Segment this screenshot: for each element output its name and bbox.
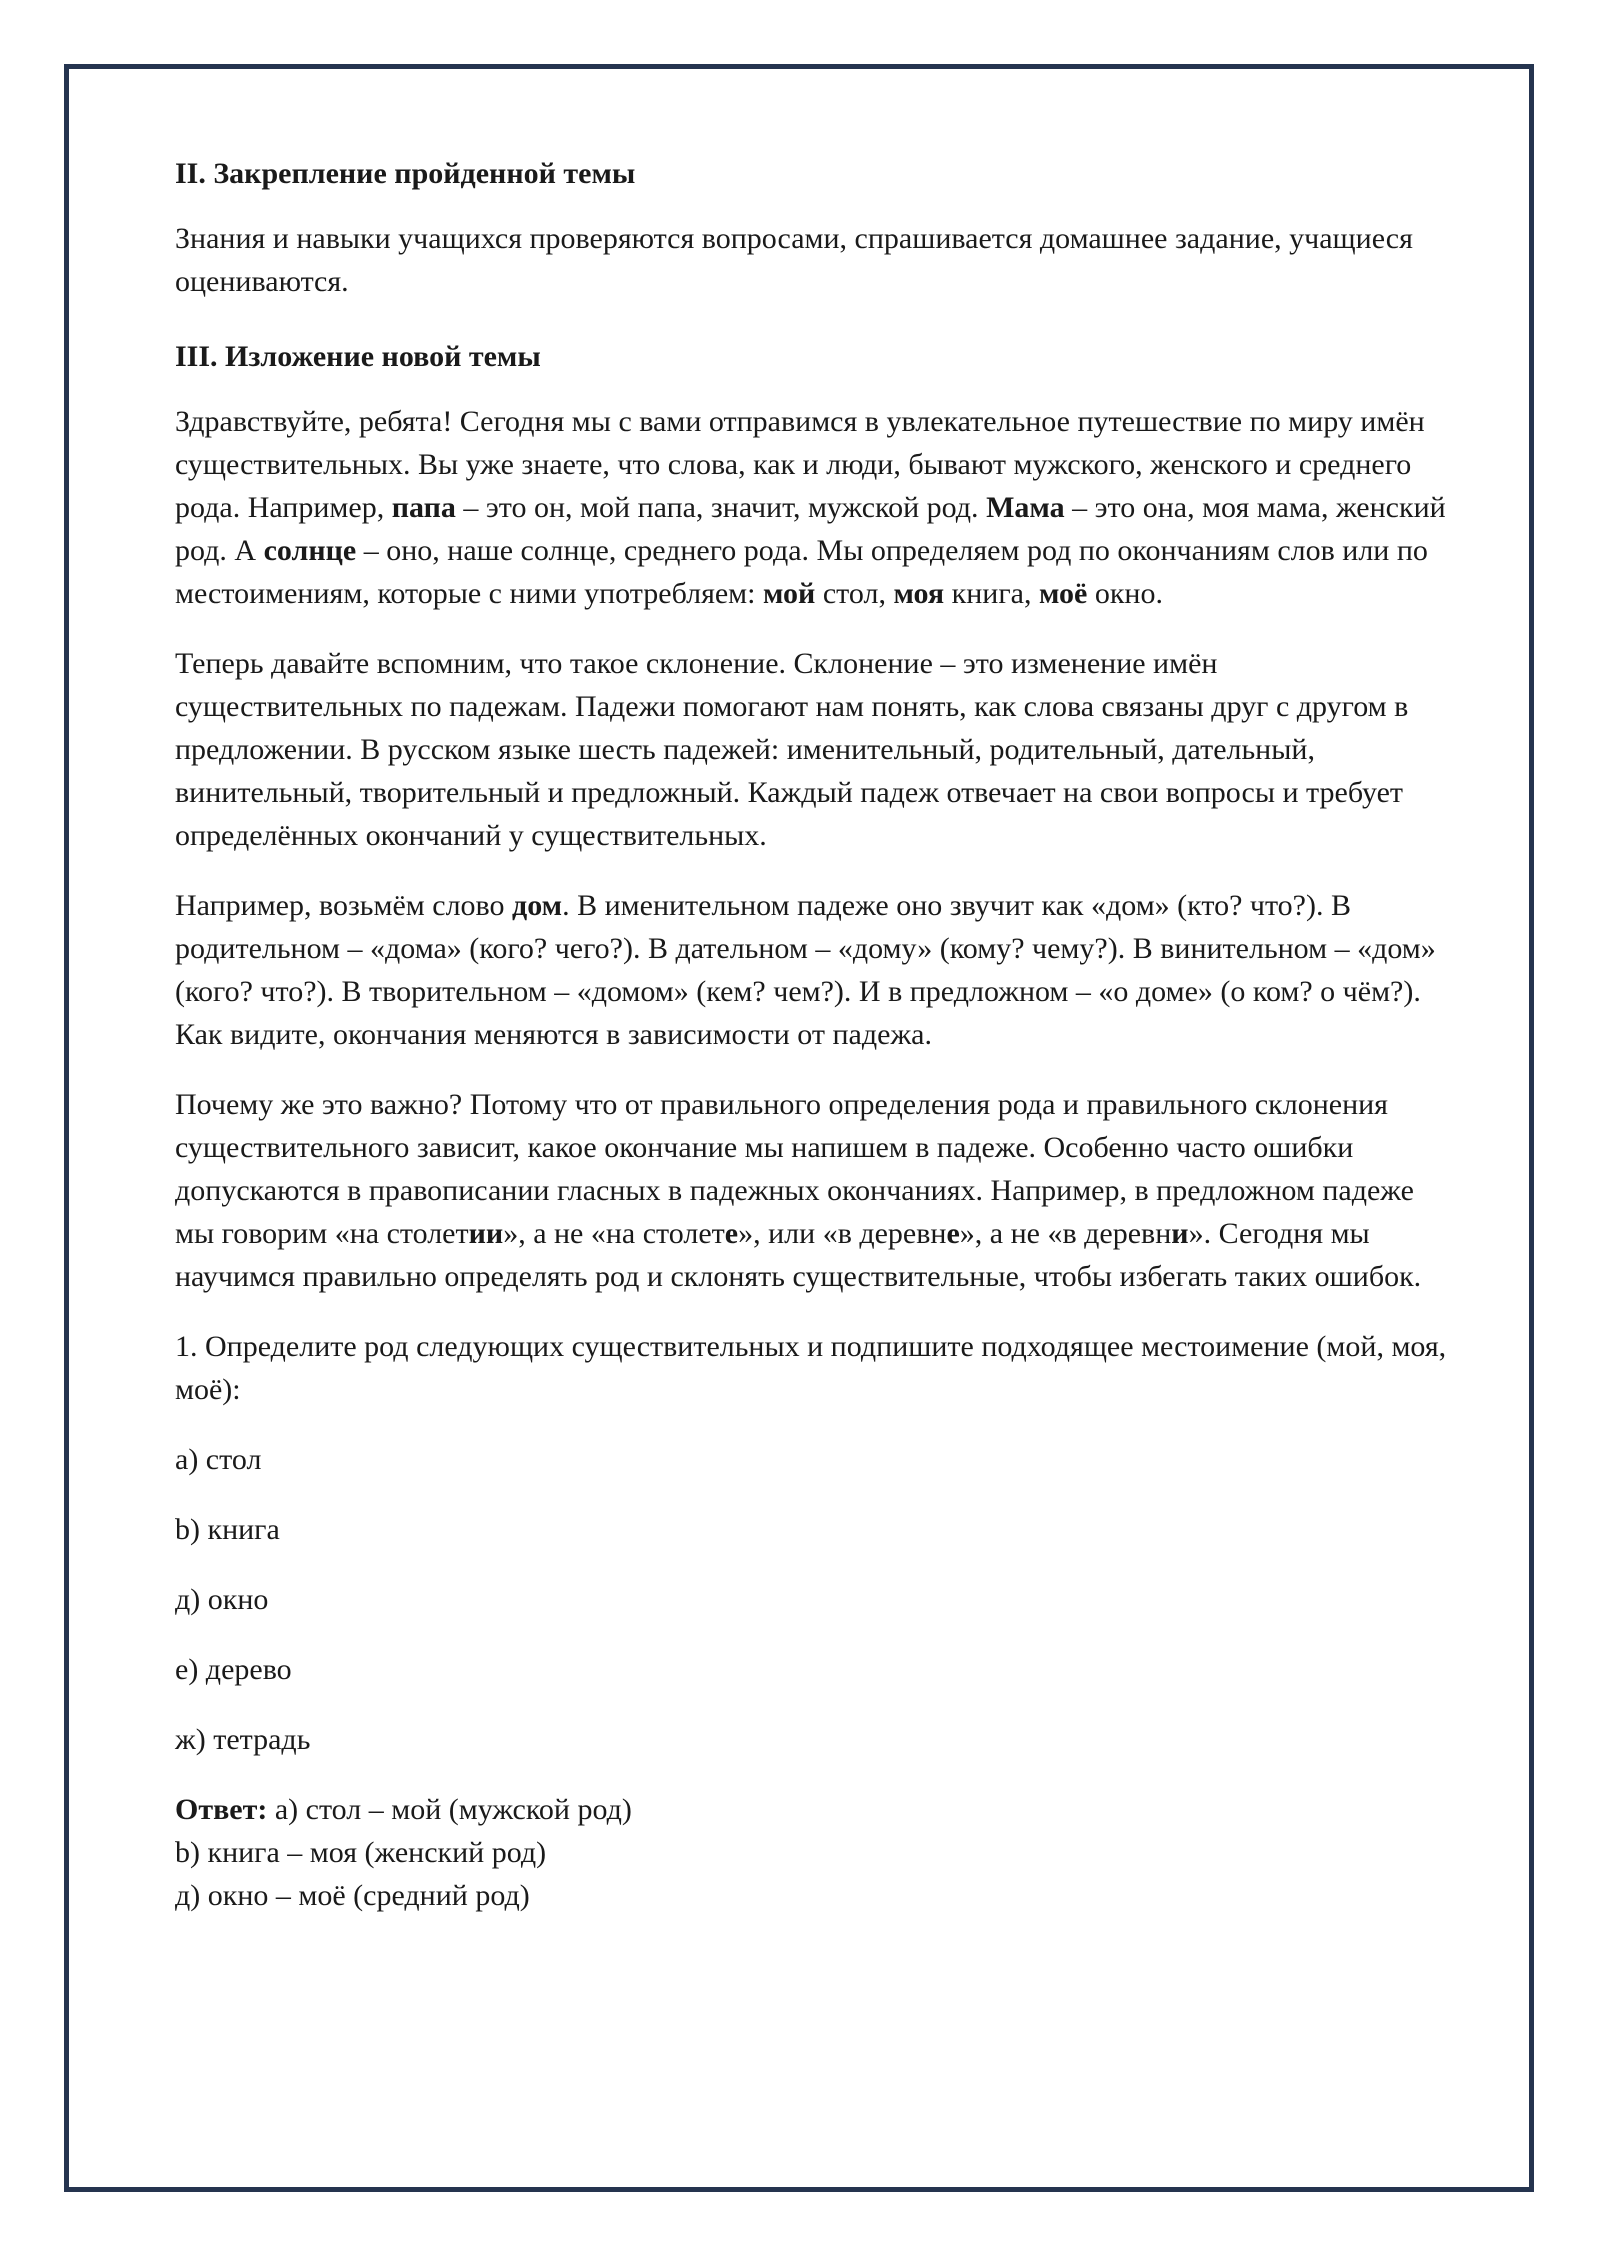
document-content [175, 152, 1450, 1917]
bold-word: солнце [263, 534, 357, 567]
task-item: a) стол [175, 1443, 262, 1476]
importance-paragraph: Почему же это важно? Потому что от правильного определения рода и правильного склонения существительного зависит, какое окончание мы напишем в падеже. Особенно часто ошибки допускаются в правописании гласных в падежных окончаниях. Например, в предложном падеже мы говорим «на столетии», а не «на столете», или «в деревне», а не «в деревни». Сегодня мы научимся правильно определять род и склонять существительные, чтобы избегать таких ошибок. [175, 1088, 1422, 1293]
bold-word: дом [512, 889, 563, 922]
bold-word: моя [893, 577, 945, 610]
bold-word: мой [763, 577, 816, 610]
answer-line: д) окно – моё (средний род) [175, 1879, 530, 1912]
intro-paragraph: Здравствуйте, ребята! Сегодня мы с вами отправимся в увлекательное путешествие по миру имён существительных. Вы уже знаете, что слова, как и люди, бывают мужского, женского и среднего рода. Например, папа – это он, мой папа, значит, мужской род. Мама – это она, моя мама, женский род. А солнце – оно, наше солнце, среднего рода. Мы определяем род по окончаниям слов или по местоимениям, которые с ними употребляем: мой стол, моя книга, моё окно. [175, 405, 1446, 610]
task-item: b) книга [175, 1513, 280, 1546]
section-3-heading: III. Изложение новой темы [175, 340, 541, 373]
bold-word: Мама [986, 491, 1065, 524]
section-2-text: Знания и навыки учащихся проверяются вопросами, спрашивается домашнее задание, учащиеся оцениваются. [175, 222, 1413, 298]
task-item: е) дерево [175, 1653, 292, 1686]
example-paragraph: Например, возьмём слово дом. В именительном падеже оно звучит как «дом» (кто? что?). В родительном – «дома» (кого? чего?). В дательном – «дому» (кому? чему?). В винительном – «дом» (кого? что?). В творительном – «домом» (кем? чем?). И в предложном – «о доме» (о ком? о чём?). Как видите, окончания меняются в зависимости от падежа. [175, 889, 1436, 1051]
bold-ending: ии [468, 1217, 504, 1250]
bold-ending: е [946, 1217, 960, 1250]
answer-label: Ответ: [175, 1793, 268, 1826]
answer-line: b) книга – моя (женский род) [175, 1836, 547, 1869]
answer-block [175, 1788, 1450, 1917]
section-2-heading: II. Закрепление пройденной темы [175, 157, 636, 190]
declension-paragraph: Теперь давайте вспомним, что такое склонение. Склонение – это изменение имён существительных по падежам. Падежи помогают нам понять, как слова связаны друг с другом в предложении. В русском языке шесть падежей: именительный, родительный, дательный, винительный, творительный и предложный. Каждый падеж отвечает на свои вопросы и требует определённых окончаний у существительных. [175, 647, 1409, 852]
task-item: ж) тетрадь [175, 1723, 311, 1756]
task-item: д) окно [175, 1583, 269, 1616]
bold-ending: е [724, 1217, 739, 1250]
bold-word: папа [391, 491, 456, 524]
bold-ending: и [1171, 1217, 1189, 1250]
answer-line: Ответ: a) стол – мой (мужской род) [175, 1793, 632, 1826]
bold-word: моё [1038, 577, 1088, 610]
task-question: 1. Определите род следующих существительных и подпишите подходящее местоимение (мой, моя, моё): [175, 1330, 1447, 1406]
